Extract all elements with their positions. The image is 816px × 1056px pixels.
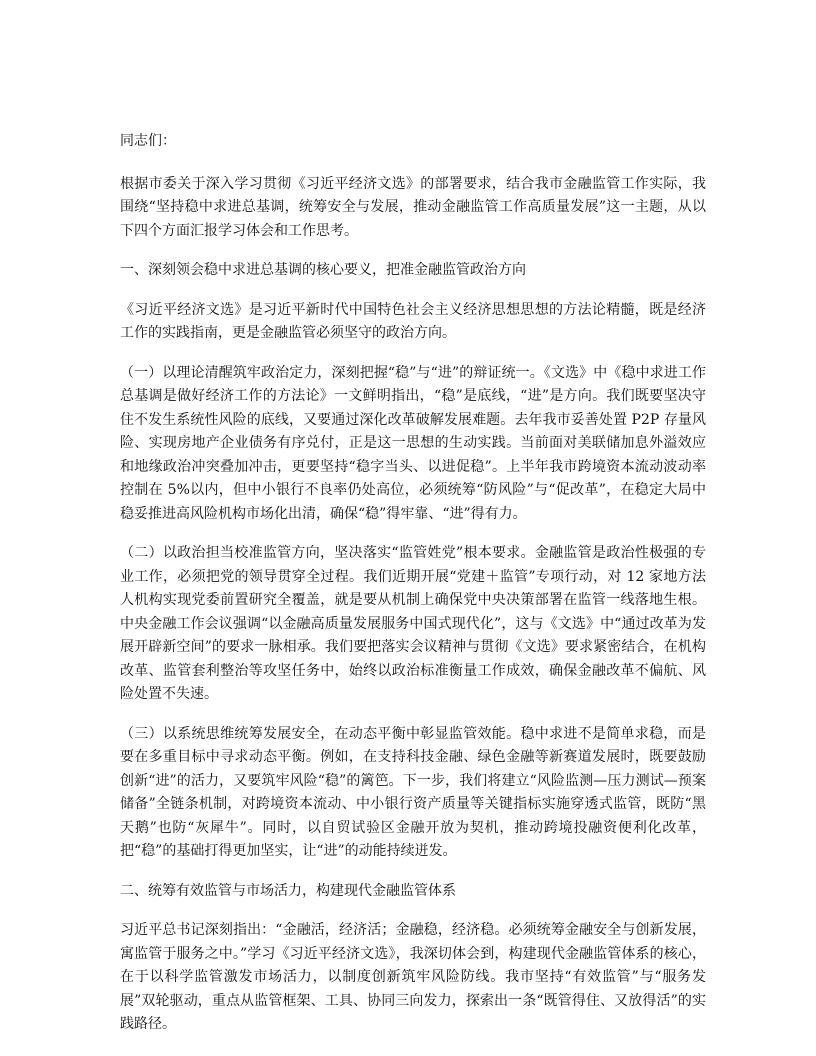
section-1-heading: 一、深刻领会稳中求进总基调的核心要义，把准金融监管政治方向 <box>120 262 526 278</box>
document-body <box>120 130 706 1053</box>
section-1-item-1: （一）以理论清醒筑牢政治定力，深刻把握“稳”与“进”的辩证统一。《文选》中《稳中求进工作总基调是做好经济工作的方法论》一文鲜明指出，“稳”是底线，“进”是方向。我们既要坚决守住不发生系统性风险的底线，又要通过深化改革破解发展难题。去年我市妥善处置 P2P 存量风险、实现房地产企业债务有序兑付，正是这一思想的生动实践。当前面对美联储加息外溢效应和地缘政治冲突叠加冲击，更要坚持“稳字当头、以进促稳”。上半年我市跨境资本流动波动率控制在 5%以内，但中小银行不良率仍处高位，必须统筹“防风险”与“促改革”，在稳定大局中稳妥推进高风险机构市场化出清，确保“稳”得牢靠、“进”得有力。 <box>120 364 706 522</box>
section-2-heading: 二、统筹有效监管与市场活力，构建现代金融监管体系 <box>120 882 456 899</box>
section-1-lead-paragraph: 《习近平经济文选》是习近平新时代中国特色社会主义经济思想思想的方法论精髓，既是经济工作的实践指南，更是金融监管必须坚守的政治方向。 <box>120 301 706 341</box>
section-1-item-3: （三）以系统思维统筹发展安全，在动态平衡中彰显监管效能。稳中求进不是简单求稳，而是要在多重目标中寻求动态平衡。例如，在支持科技金融、绿色金融等新赛道发展时，既要鼓励创新“进”的活力，又要筑牢风险“稳”的篱笆。下一步，我们将建立“风险监测—压力测试—预案储备”全链条机制，对跨境资本流动、中小银行资产质量等关键指标实施穿透式监管，既防“黑天鹅”也防“灰犀牛”。同时，以自贸试验区金融开放为契机，推动跨境投融资便利化改革，把“稳”的基础打得更加坚实，让“进”的动能持续迸发。 <box>120 725 706 859</box>
section-1-item-2: （二）以政治担当校准监管方向，坚决落实“监管姓党”根本要求。金融监管是政治性极强的专业工作，必须把党的领导贯穿全过程。我们近期开展“党建＋监管”专项行动，对 12 家地方法人机构实现党委前置研究全覆盖，就是要从机制上确保党中央决策部署在监管一线落地生根。中央金融工作会议强调“以金融高质量发展服务中国式现代化”，这与《文选》中“通过改革为发展开辟新空间”的要求一脉相承。我们要把落实会议精神与贯彻《文选》要求紧密结合，在机构改革、监管套利整治等攻坚任务中，始终以政治标准衡量工作成效，确保金融改革不偏航、风险处置不失速。 <box>120 545 706 702</box>
section-2-lead-paragraph: 习近平总书记深刻指出：“金融活，经济活；金融稳，经济稳。必须统筹金融安全与创新发展，寓监管于服务之中。”学习《习近平经济文选》，我深切体会到，构建现代金融监管体系的核心，在于以科学监管激发市场活力，以制度创新筑牢风险防线。我市坚持“有效监管”与“服务发展”双轮驱动，重点从监管框架、工具、协同三向发力，探索出一条“既管得住、又放得活”的实践路径。 <box>120 922 706 1032</box>
intro-paragraph: 根据市委关于深入学习贯彻《习近平经济文选》的部署要求，结合我市金融监管工作实际，我围绕“坚持稳中求进总基调，统筹安全与发展，推动金融监管工作高质量发展”这一主题，从以下四个方面汇报学习体会和工作思考。 <box>120 175 706 239</box>
greeting: 同志们： <box>120 133 176 149</box>
